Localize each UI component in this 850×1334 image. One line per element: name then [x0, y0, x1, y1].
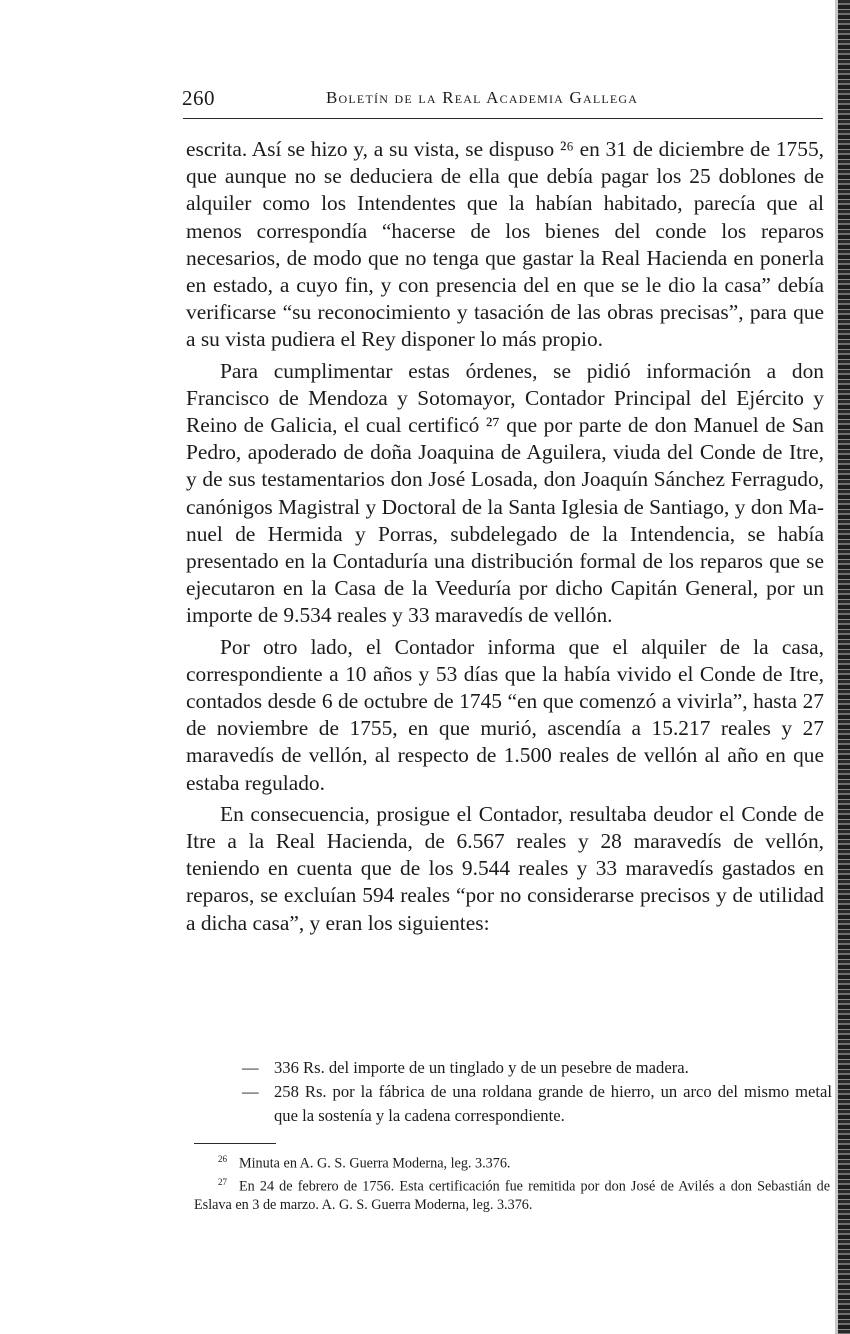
footnote-text: En 24 de febrero de 1756. Esta certificación fue remitida por don José de Avilés a don Sebastián de Eslava en 3 de marzo. A. G. S. Guerra Moderna, leg. 3.376.: [194, 1178, 830, 1214]
list-item: [242, 1056, 832, 1080]
scan-edge-artifact: [838, 0, 850, 1334]
page-number: 260: [182, 86, 215, 110]
body-text: [186, 136, 824, 937]
footnote-rule: [194, 1143, 276, 1144]
paragraph: escrita. Así se hizo y, a su vista, se dispuso ²⁶ en 31 de diciembre de 1755, que aunque no se deduciera de ella que debía pagar los 25 doblones de alquiler como los Intendentes que la habían habitado, parecía que al menos correspondía “hacerse de los bienes del conde los reparos necesarios, de modo que no tenga que gastar la Real Hacienda en ponerla en estado, a cuyo fin, y con presencia del en que se le dio la casa” debía verificarse “su reconocimiento y tasación de las obras precisas”, para que a su vista pudiera el Rey disponer lo más propio.: [186, 137, 824, 352]
footnote: [194, 1173, 830, 1215]
footnote-mark: 27: [218, 1177, 227, 1188]
list-item-text: 336 Rs. del importe de un tinglado y de un pesebre de madera.: [274, 1058, 689, 1077]
list-item-text: 258 Rs. por la fábrica de una roldana grande de hierro, un arco del mismo metal que la sostenía y la cadena correspondiente.: [274, 1082, 832, 1125]
paragraph: Por otro lado, el Contador informa que el alquiler de la casa, correspondiente a 10 años y 53 días que la había vivido el Conde de Itre, contados desde 6 de octubre de 1745 “en que comenzó a vivirla”, hasta 27 de noviembre de 1755, en que murió, ascendía a 15.217 reales y 27 maravedís de vellón, al respecto de 1.500 reales de vellón al año en que estaba regulado.: [186, 634, 824, 795]
paragraph: Para cumplimentar estas órdenes, se pidió información a don Francisco de Mendoza y Sotomayor, Contador Principal del Ejército y Reino de Galicia, el cual certificó ²⁷ que por parte de don Manuel de San Pedro, apoderado de doña Joaquina de Aguilera, viuda del Conde de Itre, y de sus testamentarios don José Losada, don Joaquín Sánchez Ferragudo, canónigos Magistral y Doctoral de la Santa Iglesia de Santiago, y don Manuel de Hermida y Porras, subdelegado de la Intendencia, se había presentado en la Contaduría una distribución formal de los reparos que se ejecutaron en la Casa de la Veeduría por dicho Capitán General, por un importe de 9.534 reales y 33 maravedís de vellón.: [186, 358, 824, 628]
running-header: [180, 84, 820, 118]
paragraph: En consecuencia, prosigue el Contador, resultaba deudor el Conde de Itre a la Real Hacienda, de 6.567 reales y 28 maravedís de vellón, teniendo en cuenta que de los 9.544 reales y 33 maravedís gastados en reparos, se excluían 594 reales “por no considerarse precisos y de utilidad a dicha casa”, y eran los siguientes:: [186, 801, 824, 935]
list-dash: —: [242, 1058, 259, 1077]
list-dash: —: [242, 1082, 259, 1101]
list-item: [242, 1080, 832, 1128]
running-title: Boletín de la Real Academia Gallega: [326, 88, 639, 107]
footnote-text: Minuta en A. G. S. Guerra Moderna, leg. 3.376.: [239, 1155, 511, 1172]
footnotes: [194, 1150, 830, 1215]
footnote: [194, 1150, 830, 1173]
footnote-mark: 26: [218, 1154, 227, 1164]
header-rule: [183, 118, 823, 119]
expense-list: [242, 1056, 832, 1128]
